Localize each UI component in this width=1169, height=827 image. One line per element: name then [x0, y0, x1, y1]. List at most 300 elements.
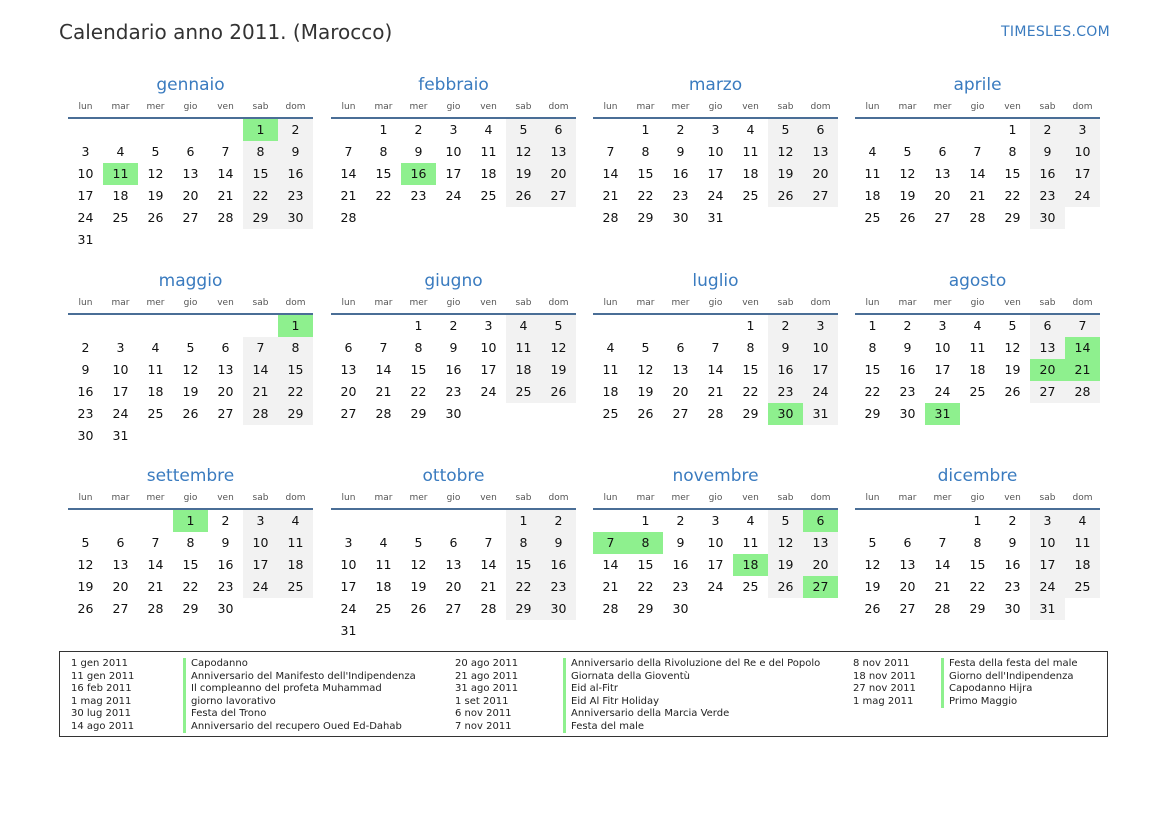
weekday-label: mer: [409, 493, 428, 503]
day-cell: 9: [278, 141, 313, 163]
empty-cell: [436, 510, 471, 532]
day-cell: 1: [1008, 122, 1017, 137]
day-cell: 21: [969, 188, 986, 203]
month-name: agosto: [948, 271, 1007, 291]
weekday-label: lun: [603, 298, 618, 308]
day-cell: 24: [480, 384, 497, 399]
holiday-day: 30: [768, 403, 803, 425]
day-cell: 26: [899, 210, 916, 225]
empty-cell: [593, 315, 628, 337]
day-cell: 3: [711, 513, 720, 528]
day-cell: 29: [506, 598, 541, 620]
day-cell: 17: [112, 384, 129, 399]
day-cell: 15: [1004, 166, 1021, 181]
day-cell: 15: [506, 554, 541, 576]
legend-names: [949, 658, 1078, 708]
day-cell: 27: [217, 406, 234, 421]
weekday-label: dom: [810, 102, 831, 112]
day-cell: 2: [449, 318, 458, 333]
day-cell: 3: [803, 315, 838, 337]
day-cell: 16: [541, 554, 576, 576]
day-cell: 11: [480, 144, 497, 159]
day-cell: 14: [934, 557, 951, 572]
weekday-header: [593, 293, 838, 315]
day-cell: 30: [217, 601, 234, 616]
empty-cell: [960, 119, 995, 141]
day-cell: 3: [116, 340, 125, 355]
day-cell: 6: [803, 119, 838, 141]
day-grid: [593, 315, 838, 425]
weekday-label: mer: [671, 102, 690, 112]
day-cell: 25: [480, 188, 497, 203]
weekday-label: mar: [374, 493, 393, 503]
day-cell: 25: [375, 601, 392, 616]
day-cell: 7: [221, 144, 230, 159]
day-cell: 26: [147, 210, 164, 225]
day-cell: 31: [112, 428, 129, 443]
day-cell: 20: [541, 163, 576, 185]
day-cell: 10: [480, 340, 497, 355]
weekday-label: sab: [777, 298, 794, 308]
day-cell: 3: [243, 510, 278, 532]
day-cell: 30: [672, 601, 689, 616]
day-cell: 1: [868, 318, 877, 333]
day-cell: 21: [375, 384, 392, 399]
day-cell: 5: [1008, 318, 1017, 333]
month-name: settembre: [146, 466, 235, 486]
empty-cell: [68, 119, 103, 141]
weekday-label: dom: [548, 493, 569, 503]
day-cell: 20: [672, 384, 689, 399]
day-cell: 12: [541, 337, 576, 359]
legend-color-bar: [563, 658, 566, 733]
weekday-header: [331, 488, 576, 510]
day-cell: 9: [221, 535, 230, 550]
day-cell: 8: [1008, 144, 1017, 159]
day-cell: 17: [77, 188, 94, 203]
day-cell: 15: [375, 166, 392, 181]
day-cell: 22: [1004, 188, 1021, 203]
day-cell: 19: [506, 163, 541, 185]
day-cell: 23: [217, 579, 234, 594]
day-cell: 19: [1004, 362, 1021, 377]
month-name: ottobre: [422, 466, 485, 486]
day-cell: 22: [864, 384, 881, 399]
day-cell: 21: [934, 579, 951, 594]
weekday-label: mar: [636, 298, 655, 308]
day-cell: 4: [868, 144, 877, 159]
weekday-label: mer: [933, 298, 952, 308]
weekday-label: gio: [446, 102, 461, 112]
day-cell: 4: [484, 122, 493, 137]
day-cell: 10: [934, 340, 951, 355]
day-cell: 29: [410, 406, 427, 421]
day-cell: 12: [410, 557, 427, 572]
site-link[interactable]: TIMESLES.COM: [1001, 24, 1110, 40]
day-cell: 25: [602, 406, 619, 421]
weekday-label: lun: [865, 298, 880, 308]
day-cell: 12: [768, 141, 803, 163]
month-novembre: [593, 464, 838, 620]
holiday-day: 21: [1065, 359, 1100, 381]
day-cell: 15: [278, 359, 313, 381]
empty-cell: [593, 119, 628, 141]
day-grid: [855, 315, 1100, 425]
day-cell: 4: [116, 144, 125, 159]
month-name: giugno: [424, 271, 483, 291]
day-cell: 14: [217, 166, 234, 181]
empty-cell: [173, 315, 208, 337]
day-cell: 5: [414, 535, 423, 550]
day-cell: 9: [541, 532, 576, 554]
day-cell: 18: [969, 362, 986, 377]
empty-cell: [103, 119, 138, 141]
day-cell: 19: [147, 188, 164, 203]
day-cell: 12: [506, 141, 541, 163]
day-cell: 13: [1030, 337, 1065, 359]
holiday-day: 6: [803, 510, 838, 532]
day-cell: 26: [182, 406, 199, 421]
legend-holiday-name: Anniversario della Marcia Verde: [571, 708, 730, 719]
day-cell: 25: [1065, 576, 1100, 598]
weekday-label: mer: [146, 102, 165, 112]
legend-holiday-name: Giorno dell'Indipendenza: [949, 670, 1074, 682]
day-cell: 22: [637, 579, 654, 594]
day-cell: 23: [1030, 185, 1065, 207]
day-cell: 28: [340, 210, 357, 225]
day-cell: 29: [637, 210, 654, 225]
day-cell: 18: [1065, 554, 1100, 576]
day-cell: 28: [707, 406, 724, 421]
weekday-label: mer: [933, 102, 952, 112]
day-cell: 26: [768, 185, 803, 207]
weekday-label: mar: [898, 493, 917, 503]
day-cell: 1: [641, 122, 650, 137]
day-cell: 28: [480, 601, 497, 616]
month-name: febbraio: [418, 75, 489, 95]
day-cell: 22: [410, 384, 427, 399]
day-cell: 19: [541, 359, 576, 381]
legend-date: 18 nov 2011: [853, 670, 916, 682]
weekday-label: lun: [341, 298, 356, 308]
day-cell: 10: [340, 557, 357, 572]
day-cell: 1: [746, 318, 755, 333]
weekday-label: sab: [252, 102, 269, 112]
day-cell: 2: [221, 513, 230, 528]
day-cell: 5: [768, 119, 803, 141]
day-cell: 7: [379, 340, 388, 355]
day-cell: 28: [243, 403, 278, 425]
weekday-label: dom: [548, 298, 569, 308]
day-cell: 13: [899, 557, 916, 572]
day-cell: 4: [278, 510, 313, 532]
day-cell: 20: [445, 579, 462, 594]
day-cell: 25: [147, 406, 164, 421]
empty-cell: [103, 315, 138, 337]
day-cell: 2: [81, 340, 90, 355]
day-grid: [855, 510, 1100, 620]
day-cell: 5: [768, 510, 803, 532]
day-cell: 14: [602, 166, 619, 181]
day-cell: 18: [480, 166, 497, 181]
day-cell: 22: [637, 188, 654, 203]
day-cell: 11: [864, 166, 881, 181]
day-cell: 23: [1004, 579, 1021, 594]
day-cell: 19: [768, 554, 803, 576]
day-cell: 12: [147, 166, 164, 181]
month-febbraio: [331, 73, 576, 229]
day-cell: 30: [672, 210, 689, 225]
empty-cell: [698, 315, 733, 337]
day-cell: 29: [969, 601, 986, 616]
day-cell: 20: [112, 579, 129, 594]
empty-cell: [401, 510, 436, 532]
legend-date: 14 ago 2011: [71, 720, 135, 732]
day-cell: 3: [1030, 510, 1065, 532]
weekday-label: ven: [742, 493, 759, 503]
day-cell: 19: [77, 579, 94, 594]
empty-cell: [68, 510, 103, 532]
day-cell: 13: [217, 362, 234, 377]
day-cell: 19: [899, 188, 916, 203]
day-cell: 26: [864, 601, 881, 616]
day-cell: 25: [112, 210, 129, 225]
legend-date: 31 ago 2011: [455, 683, 519, 694]
legend-holiday-name: Eid Al Fitr Holiday: [571, 695, 660, 707]
day-cell: 20: [803, 163, 838, 185]
day-cell: 16: [217, 557, 234, 572]
day-cell: 7: [484, 535, 493, 550]
day-cell: 29: [278, 403, 313, 425]
day-cell: 27: [182, 210, 199, 225]
day-cell: 8: [243, 141, 278, 163]
day-cell: 11: [147, 362, 164, 377]
day-cell: 27: [340, 406, 357, 421]
holiday-day: 1: [278, 315, 313, 337]
day-cell: 2: [676, 122, 685, 137]
day-cell: 22: [742, 384, 759, 399]
day-cell: 21: [480, 579, 497, 594]
day-cell: 18: [506, 359, 541, 381]
day-cell: 31: [1030, 598, 1065, 620]
month-name: marzo: [688, 75, 743, 95]
day-cell: 12: [637, 362, 654, 377]
month-settembre: [68, 464, 313, 620]
day-cell: 3: [711, 122, 720, 137]
day-cell: 27: [934, 210, 951, 225]
empty-cell: [173, 119, 208, 141]
day-cell: 23: [445, 384, 462, 399]
empty-cell: [331, 315, 366, 337]
day-cell: 16: [672, 166, 689, 181]
day-cell: 2: [768, 315, 803, 337]
day-cell: 18: [742, 166, 759, 181]
weekday-label: mer: [933, 493, 952, 503]
weekday-label: ven: [217, 493, 234, 503]
day-cell: 25: [742, 188, 759, 203]
day-cell: 9: [81, 362, 90, 377]
day-cell: 8: [379, 144, 388, 159]
day-grid: [593, 510, 838, 620]
empty-cell: [925, 510, 960, 532]
day-cell: 27: [112, 601, 129, 616]
day-cell: 25: [506, 381, 541, 403]
day-cell: 22: [969, 579, 986, 594]
day-cell: 5: [151, 144, 160, 159]
day-cell: 4: [973, 318, 982, 333]
legend-date: 1 set 2011: [455, 695, 509, 707]
holiday-day: 20: [1030, 359, 1065, 381]
weekday-label: mer: [671, 493, 690, 503]
day-cell: 23: [77, 406, 94, 421]
day-cell: 13: [672, 362, 689, 377]
empty-cell: [103, 510, 138, 532]
empty-cell: [243, 315, 278, 337]
day-cell: 6: [903, 535, 912, 550]
day-cell: 27: [803, 185, 838, 207]
day-cell: 15: [637, 166, 654, 181]
month-aprile: [855, 73, 1100, 229]
day-cell: 29: [182, 601, 199, 616]
weekday-header: [331, 293, 576, 315]
legend-holiday-name: Anniversario del Manifesto dell'Indipendenza: [191, 670, 416, 682]
day-cell: 19: [768, 163, 803, 185]
weekday-label: ven: [1004, 298, 1021, 308]
weekday-label: gio: [708, 102, 723, 112]
weekday-label: gio: [970, 298, 985, 308]
weekday-label: ven: [217, 102, 234, 112]
empty-cell: [663, 315, 698, 337]
legend-date: 1 gen 2011: [71, 658, 129, 669]
holiday-day: 7: [593, 532, 628, 554]
day-cell: 21: [243, 381, 278, 403]
empty-cell: [208, 315, 243, 337]
day-cell: 17: [934, 362, 951, 377]
day-cell: 1: [973, 513, 982, 528]
weekday-header: [331, 97, 576, 119]
weekday-label: dom: [1072, 298, 1093, 308]
day-cell: 15: [637, 557, 654, 572]
day-cell: 26: [768, 576, 803, 598]
weekday-label: lun: [78, 102, 93, 112]
holiday-day: 18: [733, 554, 768, 576]
weekday-label: mar: [898, 298, 917, 308]
day-cell: 10: [1065, 141, 1100, 163]
day-cell: 3: [344, 535, 353, 550]
legend-date: 6 nov 2011: [455, 708, 512, 719]
weekday-label: mer: [409, 298, 428, 308]
weekday-label: dom: [1072, 493, 1093, 503]
day-cell: 3: [938, 318, 947, 333]
day-cell: 16: [1030, 163, 1065, 185]
empty-cell: [138, 119, 173, 141]
legend-holiday-name: Eid al-Fitr: [571, 683, 618, 694]
day-cell: 5: [641, 340, 650, 355]
weekday-label: mer: [671, 298, 690, 308]
day-cell: 12: [77, 557, 94, 572]
empty-cell: [890, 119, 925, 141]
empty-cell: [593, 510, 628, 532]
day-cell: 10: [1030, 532, 1065, 554]
day-cell: 19: [410, 579, 427, 594]
month-name: novembre: [672, 466, 759, 486]
day-cell: 10: [77, 166, 94, 181]
day-cell: 24: [445, 188, 462, 203]
day-cell: 19: [637, 384, 654, 399]
legend-date: 27 nov 2011: [853, 683, 916, 694]
day-cell: 28: [1065, 381, 1100, 403]
day-cell: 18: [112, 188, 129, 203]
legend-date: 30 lug 2011: [71, 708, 131, 719]
month-name: maggio: [158, 271, 223, 291]
holiday-day: 1: [173, 510, 208, 532]
legend-dates: [71, 658, 134, 733]
day-cell: 13: [541, 141, 576, 163]
day-cell: 14: [480, 557, 497, 572]
weekday-label: mar: [898, 102, 917, 112]
legend-dates: [455, 658, 518, 733]
day-cell: 17: [340, 579, 357, 594]
empty-cell: [138, 510, 173, 532]
day-cell: 21: [147, 579, 164, 594]
day-cell: 12: [1004, 340, 1021, 355]
day-cell: 16: [768, 359, 803, 381]
weekday-header: [593, 488, 838, 510]
day-cell: 21: [602, 579, 619, 594]
day-cell: 12: [768, 532, 803, 554]
day-cell: 8: [973, 535, 982, 550]
weekday-label: ven: [742, 102, 759, 112]
day-cell: 10: [445, 144, 462, 159]
day-cell: 6: [344, 340, 353, 355]
day-cell: 15: [182, 557, 199, 572]
day-cell: 14: [602, 557, 619, 572]
legend-holiday-name: Anniversario della Rivoluzione del Re e del Popolo: [571, 658, 821, 669]
day-cell: 2: [541, 510, 576, 532]
day-cell: 1: [414, 318, 423, 333]
legend-holiday-name: Primo Maggio: [949, 695, 1018, 707]
day-cell: 31: [77, 232, 94, 247]
day-cell: 31: [707, 210, 724, 225]
month-marzo: [593, 73, 838, 229]
day-cell: 24: [112, 406, 129, 421]
day-cell: 8: [414, 340, 423, 355]
day-cell: 24: [707, 579, 724, 594]
day-cell: 30: [278, 207, 313, 229]
day-cell: 20: [899, 579, 916, 594]
day-cell: 10: [707, 144, 724, 159]
day-cell: 13: [934, 166, 951, 181]
day-cell: 2: [903, 318, 912, 333]
day-cell: 16: [77, 384, 94, 399]
empty-cell: [68, 315, 103, 337]
day-cell: 28: [375, 406, 392, 421]
day-cell: 13: [182, 166, 199, 181]
weekday-label: lun: [78, 298, 93, 308]
day-cell: 15: [864, 362, 881, 377]
day-cell: 11: [602, 362, 619, 377]
weekday-label: mer: [146, 493, 165, 503]
day-cell: 22: [182, 579, 199, 594]
day-cell: 17: [707, 557, 724, 572]
day-grid: [331, 119, 576, 229]
day-cell: 21: [602, 188, 619, 203]
day-grid: [68, 315, 313, 447]
day-grid: [331, 510, 576, 642]
month-luglio: [593, 269, 838, 425]
legend-holiday-name: Festa del male: [571, 720, 645, 732]
weekday-label: gio: [970, 493, 985, 503]
